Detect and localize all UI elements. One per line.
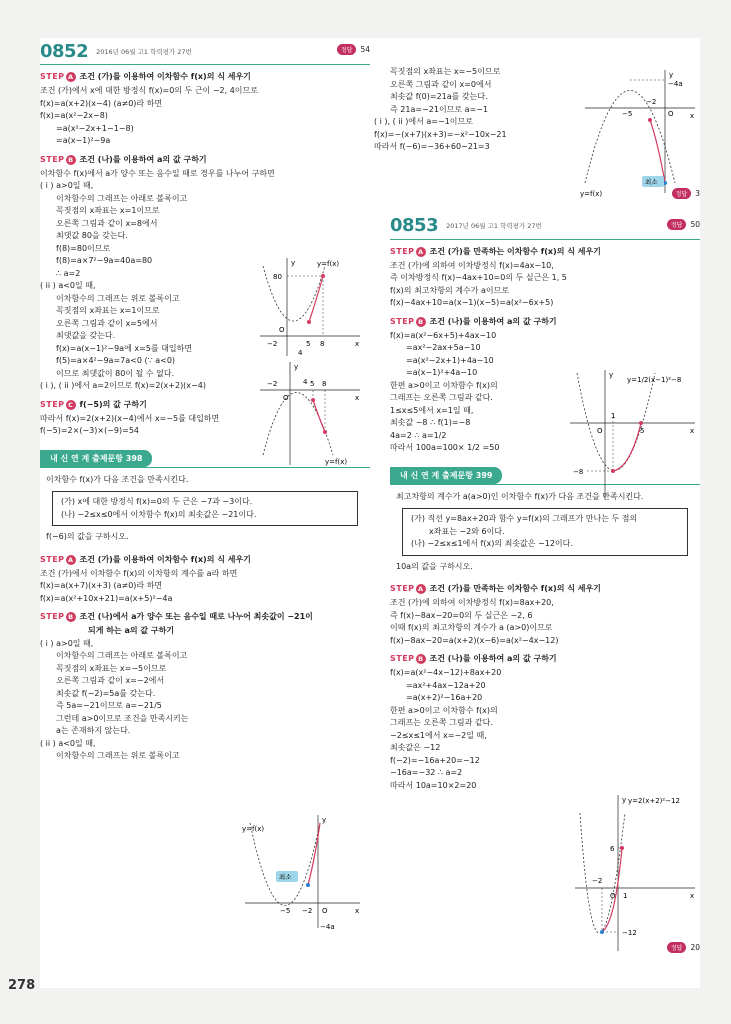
condition-box <box>52 491 358 526</box>
tick-label: −5 <box>622 110 633 118</box>
solution-line: 한편 a>0이고 이차함수 f(x)의 <box>390 380 498 390</box>
answer-tag <box>667 219 700 230</box>
case-title: ( ii ) a<0일 때, <box>40 738 96 748</box>
end-point <box>620 846 624 850</box>
solution-line: f(5)=a×4²−9a=7a<0 (∵ a<0) <box>56 356 176 365</box>
solution-line: 그래프는 오른쪽 그림과 같다. <box>390 393 493 402</box>
solution-line: a는 존재하지 않는다. <box>56 726 131 735</box>
solution-line: f(−2)=−16a+20=−12 <box>390 755 480 765</box>
problem-text: 이차함수 f(x)가 다음 조건을 만족시킨다. <box>46 474 189 484</box>
y-label: y <box>291 259 296 267</box>
solution-line: 최솟값은 −12 <box>390 743 441 752</box>
y-label: y <box>294 363 299 371</box>
origin-label: O <box>283 394 289 402</box>
solution-line: ( i ), ( ii )에서 a=2이므로 f(x)=2(x+2)(x−4) <box>40 381 206 390</box>
solution-line: f(−5)=2×(−3)×(−9)=54 <box>40 426 140 435</box>
tick-label: 4 <box>303 378 308 386</box>
answer-badge: 정답 <box>667 219 687 230</box>
answer-value: 54 <box>360 45 370 54</box>
max-point <box>311 398 315 402</box>
tick-label: 5 <box>310 380 315 388</box>
x-label: x <box>355 394 360 402</box>
min-point <box>611 469 615 473</box>
parabola-highlight <box>602 848 622 932</box>
answer-value: 3 <box>695 188 700 198</box>
step-b-heading: STEP B 조건 (나)에서 a가 양수 또는 음수일 때로 나누어 최솟값이 −21이 <box>40 612 313 621</box>
answer-tag <box>337 44 370 55</box>
x-label: x <box>355 907 360 915</box>
case-title: ( i ) a>0일 때, <box>40 181 94 190</box>
problem-ask: 10a의 값을 구하시오. <box>396 561 473 571</box>
link-bar-398: 내 신 연 계 출제문항 398 <box>40 450 152 467</box>
question-header-0853 <box>390 213 700 240</box>
solution-line: 최댓값 80을 갖는다. <box>56 231 128 240</box>
tick-label: −2 <box>592 877 603 885</box>
solution-line: f(x)의 최고차항의 계수가 a이므로 <box>390 285 510 295</box>
case-title: ( i ) a>0일 때, <box>40 638 94 648</box>
solution-line: f(x)=a(x−1)²−9a에 x=5를 대입하면 <box>56 343 193 353</box>
solution-line: 이차함수의 그래프는 아래로 볼록이고 <box>56 193 188 203</box>
parabola-highlight <box>313 400 325 432</box>
solution-line: 꼭짓점의 x좌표는 x=−5이므로 <box>56 663 167 673</box>
step-a-heading: STEP A 조건 (가)를 이용하여 이차함수 f(x)의 식 세우기 <box>40 72 251 81</box>
curve-point <box>648 118 652 122</box>
solution-line: 오른쪽 그림과 같이 x=0에서 <box>390 79 492 89</box>
x-label: x <box>690 427 695 435</box>
solution-line: 이차함수의 그래프는 아래로 볼록이고 <box>56 651 188 660</box>
tick-label: −4a <box>320 923 335 931</box>
page <box>8 38 700 993</box>
condition-2: (나) −2≤x≤1에서 f(x)의 최솟값은 −12이다. <box>411 539 573 548</box>
question-header-0852 <box>40 38 370 65</box>
tick-label: −4a <box>668 80 683 88</box>
case-title: ( ii ) a<0일 때, <box>40 281 96 290</box>
solution-line: f(x)=a(x+2)(x−4) (a≠0)라 하면 <box>40 98 163 108</box>
curve-label: y=f(x) <box>317 260 340 268</box>
solution-line: 그런데 a>0이므로 조건을 만족시키는 <box>56 713 189 723</box>
solution-line: f(8)=a×7²−9a=40a=80 <box>56 256 153 265</box>
solution-line: 한편 a>0이고 이차함수 f(x)의 <box>390 705 498 715</box>
answer-badge: 정답 <box>672 188 692 199</box>
y-label: y <box>322 816 327 824</box>
tick-label: −5 <box>280 907 291 915</box>
y-label: y <box>609 371 614 379</box>
x-label: x <box>355 340 360 348</box>
right-column <box>374 38 700 952</box>
solution-line: 조건 (가)에서 이차함수 f(x)의 이차항의 계수를 a라 하면 <box>40 568 238 578</box>
step-b-heading: STEP B 조건 (나)를 이용하여 a의 값 구하기 <box>40 154 207 164</box>
solution-line: 즉 이차방정식 f(x)−4ax+10=0의 두 실근은 1, 5 <box>390 273 567 282</box>
tick-label: 1 <box>623 892 628 900</box>
solution-line: ( i ), ( ii )에서 a=−1이므로 <box>374 117 473 126</box>
condition-1b: x좌표는 −2와 6이다. <box>429 526 505 536</box>
tick-label: −2 <box>267 340 278 348</box>
max-point <box>321 274 325 278</box>
answer-badge: 정답 <box>667 942 687 953</box>
graph-398-case2 <box>580 68 698 198</box>
solution-line: 즉 f(x)−8ax−20=0의 두 실근은 −2, 6 <box>390 610 533 620</box>
tick-label: −12 <box>622 929 637 937</box>
solution-line: f(x)−4ax+10=a(x−1)(x−5)=a(x²−6x+5) <box>390 298 554 307</box>
tick-label: 8 <box>322 380 327 388</box>
end-point <box>323 430 327 434</box>
solution-line: 따라서 10a=10×2=20 <box>390 780 477 790</box>
graph-853 <box>565 368 700 503</box>
page-number: 278 <box>8 978 36 993</box>
step-b-heading-cont: 되게 하는 a의 값 구하기 <box>88 626 175 635</box>
tick-label: 8 <box>320 340 325 348</box>
solution-line: =a(x+2)²−16a+20 <box>406 693 483 702</box>
solution-line: =ax²−2ax+5a−10 <box>406 343 481 352</box>
solution-line: 1≤x≤5에서 x=1일 때, <box>390 405 474 415</box>
parabola-highlight <box>613 423 641 471</box>
graph-852-case1 <box>255 256 365 361</box>
tick-label: 6 <box>610 845 615 853</box>
solution-line: 최솟값 f(−2)=5a를 갖는다. <box>56 688 156 698</box>
problem-ask: f(−6)의 값을 구하시오. <box>46 532 129 541</box>
answer-tag <box>667 942 700 953</box>
x-label: x <box>690 112 695 120</box>
condition-box <box>402 508 688 556</box>
solution-line: 이차함수 f(x)에서 a가 양수 또는 음수일 때로 경우를 나누어 구하면 <box>40 168 275 178</box>
origin-label: O <box>597 427 603 435</box>
origin-label: O <box>322 907 328 915</box>
curve-label: y=1/2(x−1)²−8 <box>627 376 682 384</box>
solution-line: 꼭짓점의 x좌표는 x=1이므로 <box>56 206 160 215</box>
question-source: 2016년 06월 고1 학력평가 27번 <box>96 47 192 56</box>
tick-label: −8 <box>573 468 584 476</box>
end-point <box>639 421 643 425</box>
solution-line: 오른쪽 그림과 같이 x=5에서 <box>56 318 158 328</box>
answer-value: 50 <box>690 219 700 229</box>
condition-2: (나) −2≤x≤0에서 이차함수 f(x)의 최솟값은 −21이다. <box>61 509 257 519</box>
parabola-highlight <box>650 120 665 183</box>
solution-line: −16a=−32 ∴ a=2 <box>390 768 463 777</box>
solution-line: f(x)=−(x+7)(x+3)=−x²−10x−21 <box>374 129 507 139</box>
tick-label: 1 <box>611 412 616 420</box>
end-point <box>307 320 311 324</box>
solution-line: 조건 (가)에 의하여 이차방정식 f(x)=8ax+20, <box>390 598 554 607</box>
solution-line: 꼭짓점의 x좌표는 x=−5이므로 <box>390 67 501 76</box>
solution-line: ∴ a=2 <box>56 268 81 278</box>
answer-value: 20 <box>690 943 700 952</box>
question-source: 2017년 06월 고1 학력평가 27번 <box>446 222 542 230</box>
answer-badge: 정답 <box>337 44 357 55</box>
tick-label: 80 <box>273 273 282 281</box>
solution-line: 그래프는 오른쪽 그림과 같다. <box>390 718 493 727</box>
origin-label: O <box>610 892 616 900</box>
solution-line: 이므로 최댓값이 80이 될 수 없다. <box>56 368 175 378</box>
solution-line: =a(x−1)²−9a <box>56 136 111 145</box>
min-label: 최소 <box>279 873 292 881</box>
problem-text: 최고차항의 계수가 a(a>0)인 이차함수 f(x)가 다음 조건을 만족시킨다. <box>396 491 644 501</box>
solution-line: 즉 5a=−21이므로 a=−21/5 <box>56 701 162 710</box>
parabola-dashed <box>263 393 333 456</box>
condition-1: (가) 직선 y=8ax+20과 함수 y=f(x)의 그래프가 만나는 두 점의 <box>411 514 638 523</box>
step-a-heading: STEP A 조건 (가)를 만족하는 이차함수 f(x)의 식 세우기 <box>390 584 601 593</box>
solution-line: 따라서 100a=100× 1/2 =50 <box>390 443 500 452</box>
solution-line: 최댓값을 갖는다. <box>56 331 116 340</box>
solution-line: f(x)=a(x²−2x−8) <box>40 111 108 120</box>
solution-line: =a(x−1)²+4a−10 <box>406 368 478 377</box>
question-number: 0853 <box>390 215 439 236</box>
solution-line: 따라서 f(x)=2(x+2)(x−4)에서 x=−5를 대입하면 <box>40 413 220 423</box>
solution-line: 조건 (가)에서 x에 대한 방정식 f(x)=0의 두 근이 −2, 4이므로 <box>40 86 258 95</box>
solution-line: 4a=2 ∴ a=1/2 <box>390 430 447 440</box>
step-c-heading: STEP C f(−5)의 값 구하기 <box>40 399 147 409</box>
parabola-dashed <box>250 823 320 906</box>
condition-1: (가) x에 대한 방정식 f(x)=0의 두 근은 −7과 −3이다. <box>61 497 253 506</box>
step-a-heading: STEP A 조건 (가)를 만족하는 이차함수 f(x)의 식 세우기 <box>390 246 601 256</box>
curve-label: y=2(x+2)²−12 <box>628 797 680 805</box>
solution-line: 이차함수의 그래프는 위로 볼록이고 <box>56 751 180 760</box>
solution-line: 오른쪽 그림과 같이 x=8에서 <box>56 218 158 228</box>
solution-line: 따라서 f(−6)=−36+60−21=3 <box>374 142 490 151</box>
solution-line: 즉 21a=−21이므로 a=−1 <box>390 104 489 114</box>
tick-label: 4 <box>298 349 303 357</box>
min-point <box>306 883 310 887</box>
solution-line: 꼭짓점의 x좌표는 x=1이므로 <box>56 306 160 315</box>
parabola-highlight <box>309 276 323 322</box>
solution-line: −2≤x≤1에서 x=−2일 때, <box>390 730 487 740</box>
graph-398-case1 <box>240 813 365 933</box>
curve-label: y=f(x) <box>580 190 603 198</box>
tick-label: −2 <box>302 907 313 915</box>
solution-line: 이차함수의 그래프는 위로 볼록이고 <box>56 293 180 303</box>
step-a-heading: STEP A 조건 (가)를 이용하여 이차함수 f(x)의 식 세우기 <box>40 554 251 564</box>
min-point <box>600 930 604 934</box>
left-column <box>8 38 370 993</box>
solution-line: 이때 f(x)의 최고차항의 계수가 a (a>0)이므로 <box>390 623 553 632</box>
solution-line: 최솟값 −8 ∴ f(1)=−8 <box>390 418 471 427</box>
solution-line: =a(x²−2x+1−1−8) <box>56 123 134 133</box>
parabola-dashed <box>585 91 675 184</box>
solution-line: 오른쪽 그림과 같이 x=−2에서 <box>56 676 165 685</box>
solution-line: f(8)=80이므로 <box>56 243 111 253</box>
graph-852-case2 <box>255 360 365 470</box>
solution-line: f(x)=a(x²+10x+21)=a(x+5)²−4a <box>40 593 173 603</box>
solution-line: 조건 (가)에 의하여 이차방정식 f(x)=4ax−10, <box>390 260 554 270</box>
solution-line: f(x)−8ax−20=a(x+2)(x−6)=a(x²−4x−12) <box>390 635 559 645</box>
link-bar-399: 내 신 연 계 출제문항 399 <box>390 467 502 484</box>
origin-label: O <box>668 110 674 118</box>
solution-line: f(x)=a(x²−4x−12)+8ax+20 <box>390 668 502 677</box>
min-label: 최소 <box>645 178 658 186</box>
tick-label: 5 <box>306 340 311 348</box>
tick-label: −2 <box>267 380 278 388</box>
step-b-heading: STEP B 조건 (나)를 이용하여 a의 값 구하기 <box>390 316 557 326</box>
solution-line: =ax²+4ax−12a+20 <box>406 680 486 690</box>
tick-label: −2 <box>646 98 657 106</box>
curve-label: y=f(x) <box>325 458 348 466</box>
solution-line: f(x)=a(x²−6x+5)+4ax−10 <box>390 330 497 340</box>
y-label: y <box>622 796 627 804</box>
question-number: 0852 <box>40 40 89 62</box>
x-label: x <box>690 892 695 900</box>
step-b-heading: STEP B 조건 (나)를 이용하여 a의 값 구하기 <box>390 654 557 663</box>
tick-label: 5 <box>640 427 645 435</box>
solution-line: =a(x²−2x+1)+4a−10 <box>406 355 494 365</box>
graph-399 <box>570 793 698 953</box>
y-label: y <box>669 71 674 79</box>
parabola-dashed <box>577 373 655 471</box>
origin-label: O <box>279 326 285 334</box>
solution-line: 최솟값 f(0)=21a를 갖는다. <box>390 92 488 101</box>
curve-label: y=f(x) <box>242 825 265 833</box>
solution-line: f(x)=a(x+7)(x+3) (a≠0)라 하면 <box>40 581 163 590</box>
